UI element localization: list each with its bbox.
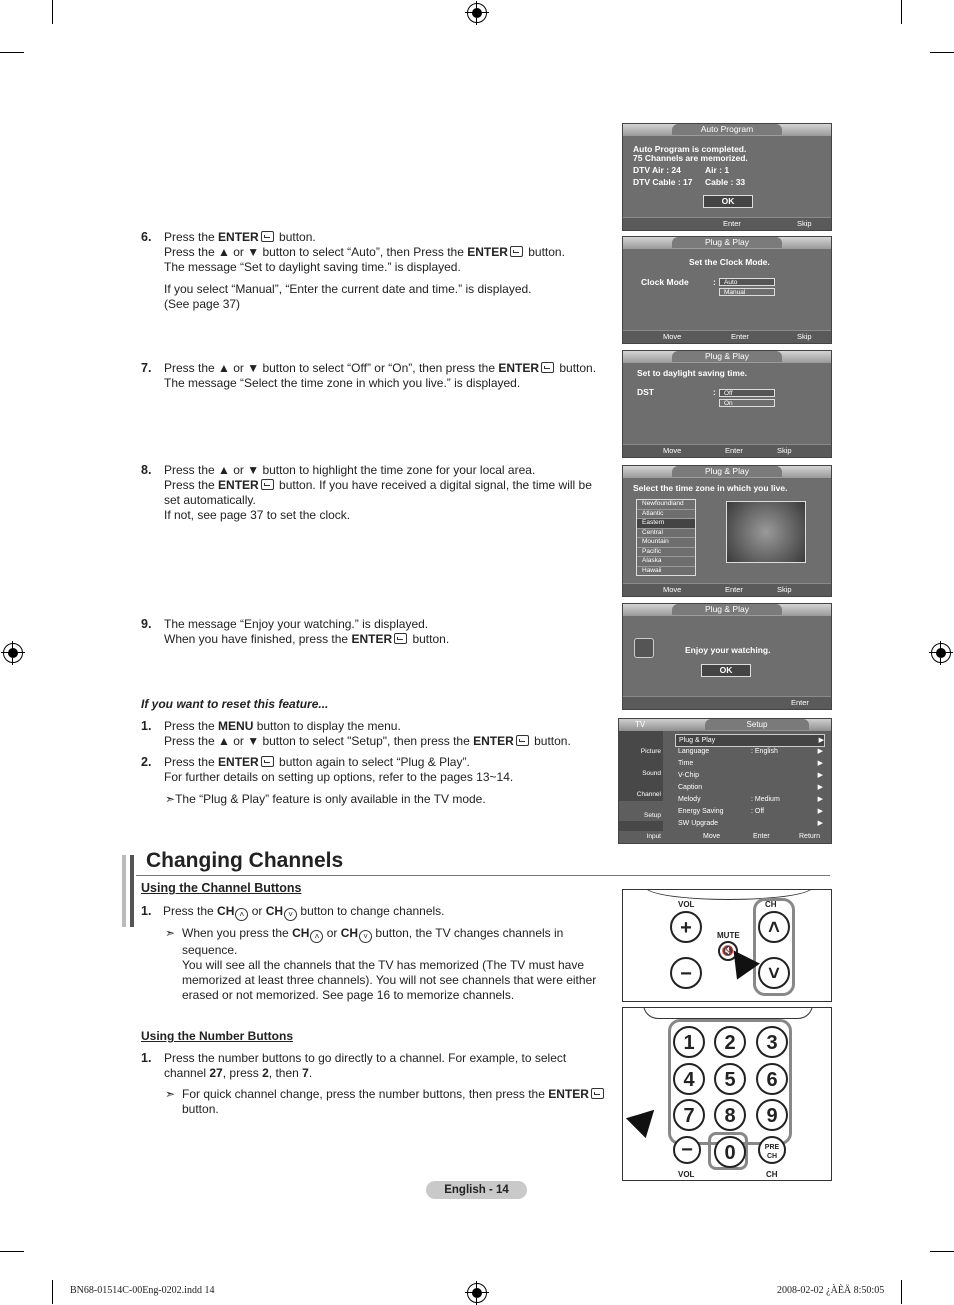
text: The message “Select the time zone in which you live.” is displayed. [164, 376, 521, 390]
text: , press [222, 1066, 263, 1080]
vol-label: VOL [678, 1170, 695, 1179]
osd-line: Air : 1 [705, 165, 730, 175]
menu-sound[interactable] [619, 759, 663, 779]
text: Press the [163, 904, 218, 918]
enter-hint: Enter [731, 332, 749, 341]
text: sequence. [182, 943, 238, 957]
osd-clock-mode [622, 236, 832, 344]
pre-ch-button[interactable]: PRE CH [758, 1136, 786, 1164]
mute-button[interactable]: 🔇 [718, 941, 738, 961]
osd-line: Cable : 33 [705, 177, 746, 187]
text: You will see all the channels that the TV has memorized (The TV must have [182, 958, 584, 972]
remote-outline [643, 1007, 813, 1019]
osd-title: Plug & Play [672, 351, 782, 362]
option-auto[interactable]: Auto [719, 278, 775, 286]
crop-mark [0, 52, 24, 53]
section-title: Changing Channels [146, 849, 344, 872]
text: or [248, 904, 266, 918]
crop-mark [0, 1251, 24, 1252]
ch-up-button[interactable]: ˄ [758, 911, 790, 943]
number-button-6[interactable]: 6 [756, 1063, 788, 1095]
text: For further details on setting up options, refer to the pages 13~14. [164, 770, 514, 784]
row-label: Caption [678, 784, 703, 791]
key-label: 27 [209, 1066, 223, 1080]
osd-line: DTV Air : 24 [633, 165, 681, 175]
row-label: Plug & Play [679, 737, 716, 744]
chevron-up-icon: ˄ [235, 908, 248, 921]
text: button, the TV changes channels in [372, 926, 564, 940]
osd-time-zone [622, 465, 832, 597]
ch-down-button[interactable]: ˅ [758, 957, 790, 989]
move-hint: Move [663, 332, 682, 341]
subsection-title: Using the Channel Buttons [141, 881, 302, 895]
setup-title: Setup [705, 719, 809, 730]
zone-item[interactable]: Atlantic [637, 510, 695, 520]
text: set automatically. [164, 493, 256, 507]
arrow-right-icon: ▶ [817, 760, 823, 767]
menu-label: Channel [636, 791, 661, 798]
key-label: ENTER [218, 755, 259, 769]
row-value: : English [751, 748, 778, 755]
crop-mark [901, 0, 902, 24]
text: If not, see page 37 to set the clock. [164, 508, 351, 522]
return-hint: Return [799, 833, 821, 840]
text: memorized at least three channels). You will not see channels that were either [182, 973, 597, 987]
remote-number-illustration [622, 1007, 832, 1181]
number-button-0[interactable]: 0 [714, 1136, 746, 1168]
ok-button[interactable]: OK [703, 195, 753, 208]
arrow-right-icon: ▶ [817, 808, 823, 815]
text: button to display the menu. [253, 719, 401, 733]
text: Press the number buttons to go directly to a channel. For example, to select [164, 1051, 567, 1065]
step-number: 9. [141, 617, 152, 631]
key-label: 2 [262, 1066, 269, 1080]
menu-label: Setup [644, 812, 661, 819]
osd-colon: : [713, 387, 716, 397]
vol-label: VOL [678, 900, 695, 909]
text: button. [556, 361, 597, 375]
crop-mark [52, 1280, 53, 1304]
number-button-3[interactable]: 3 [756, 1026, 788, 1058]
text: channel [164, 1066, 210, 1080]
skip-hint: Skip [797, 219, 812, 228]
text: Press the [164, 755, 219, 769]
menu-label: Picture [640, 748, 661, 755]
osd-message: Set to daylight saving time. [637, 368, 748, 378]
chevron-down-icon: ˅ [359, 930, 372, 943]
text: (See page 37) [164, 297, 241, 311]
setup-row[interactable] [675, 770, 823, 781]
text: The message “Enjoy your watching.” is displayed. [164, 617, 429, 631]
number-button-7[interactable]: 7 [673, 1099, 705, 1131]
time-zone-map [726, 501, 806, 563]
text: When you press the [182, 926, 293, 940]
registration-mark-icon [467, 1283, 487, 1303]
key-label: ENTER [467, 245, 508, 259]
osd-message: Enjoy your watching. [685, 645, 771, 655]
key-label: CH [340, 926, 359, 940]
row-label: Energy Saving [678, 808, 724, 815]
osd-message: Select the time zone in which you live. [633, 483, 788, 493]
text: When you have finished, press the [164, 632, 352, 646]
osd-label: Clock Mode [641, 277, 689, 287]
registration-mark-icon [931, 643, 951, 663]
setup-row[interactable] [675, 758, 823, 769]
ch-label: CH [765, 900, 777, 909]
heading-bar [122, 855, 126, 927]
number-button-8[interactable]: 8 [714, 1099, 746, 1131]
registration-mark-icon [467, 3, 487, 23]
osd-line: DTV Cable : 17 [633, 177, 693, 187]
text: button again to select “Plug & Play”. [275, 755, 470, 769]
divider [136, 875, 830, 876]
osd-message: Set the Clock Mode. [689, 257, 770, 267]
step-number: 1. [141, 904, 152, 918]
ch-label: CH [766, 1170, 778, 1179]
key-label: CH [265, 904, 284, 918]
step-number: 7. [141, 361, 152, 375]
registration-mark-icon [3, 643, 23, 663]
text: The message “Set to daylight saving time.” is displayed. [164, 260, 461, 274]
enter-hint: Enter [791, 698, 809, 707]
note-arrow-icon: ➣ [165, 926, 176, 940]
text: , then [268, 1066, 303, 1080]
osd-title: Plug & Play [672, 466, 782, 477]
dash-button[interactable]: − [673, 1136, 701, 1164]
crop-mark [52, 0, 53, 24]
osd-setup-menu [618, 718, 832, 844]
number-button-1[interactable]: 1 [673, 1026, 705, 1058]
key-label: ENTER [498, 361, 540, 375]
arrow-right-icon: ▶ [817, 748, 823, 755]
text: Press the [164, 478, 219, 492]
row-value: : Off [751, 808, 765, 815]
text: or [323, 926, 341, 940]
text: Press the ▲ or ▼ button to highlight the time zone for your local area. [164, 463, 536, 477]
text: button. [182, 1102, 219, 1116]
page-number: English - 14 [426, 1181, 527, 1199]
move-hint: Move [703, 833, 721, 840]
zone-item[interactable]: Mountain [637, 538, 695, 548]
option-on[interactable]: On [719, 399, 775, 407]
time-zone-list [636, 499, 696, 576]
text: button. If you have received a digital signal, the time will be [275, 478, 592, 492]
key-label: ENTER [548, 1087, 589, 1101]
setup-row[interactable] [675, 806, 823, 817]
arrow-right-icon: ▶ [818, 737, 824, 744]
step-number: 8. [141, 463, 152, 477]
enter-hint: Enter [725, 446, 743, 455]
text: The “Plug & Play” feature is only available in the TV mode. [175, 792, 486, 806]
enter-icon [591, 1088, 604, 1099]
text: button. [530, 734, 571, 748]
vol-up-button[interactable]: + [670, 911, 702, 943]
text: . [308, 1066, 313, 1080]
osd-line: Auto Program is completed. [633, 144, 747, 154]
info-icon [634, 638, 654, 658]
osd-enjoy [622, 603, 832, 710]
arrow-right-icon: ▶ [817, 772, 823, 779]
menu-label: Input [646, 833, 661, 840]
setup-row[interactable] [675, 746, 823, 757]
row-label: SW Upgrade [678, 820, 719, 827]
skip-hint: Skip [777, 446, 792, 455]
osd-title: Auto Program [672, 124, 782, 135]
text: button. [275, 230, 316, 244]
zone-item[interactable]: Central [637, 529, 695, 539]
note-arrow-icon: ➣ [165, 1087, 176, 1101]
reset-heading: If you want to reset this feature... [141, 697, 329, 711]
heading-bar [130, 855, 134, 927]
text: Press the ▲ or ▼ button to select “Auto”, then Press the [164, 245, 468, 259]
arrow-right-icon: ▶ [817, 820, 823, 827]
row-label: Time [678, 760, 694, 767]
enter-hint: Enter [753, 833, 770, 840]
key-label: ENTER [351, 632, 393, 646]
date-slug: 2008-02-02 ¿ÀÈÄ 8:50:05 [777, 1285, 885, 1296]
row-label: V-Chip [678, 772, 700, 779]
zone-item[interactable]: Newfoundland [637, 500, 695, 510]
text: button. [409, 632, 450, 646]
enter-icon [510, 246, 523, 257]
row-label: Melody [678, 796, 701, 803]
enter-icon [261, 231, 274, 242]
setup-row[interactable] [675, 794, 823, 805]
move-hint: Move [663, 585, 682, 594]
menu-channel[interactable] [619, 780, 663, 800]
ok-button[interactable]: OK [701, 664, 751, 677]
crop-mark [901, 1280, 902, 1304]
zone-item[interactable]: Hawaii [642, 566, 662, 574]
text: Press the [164, 719, 219, 733]
arrow-right-icon: ▶ [817, 796, 823, 803]
tv-label: TV [635, 720, 646, 729]
file-slug: BN68-01514C-00Eng-0202.indd 14 [70, 1285, 215, 1296]
vol-down-button[interactable]: − [670, 957, 702, 989]
chevron-up-icon: ˄ [310, 930, 323, 943]
reset-note [165, 792, 486, 807]
remote-channel-illustration [622, 889, 832, 1002]
menu-setup[interactable] [619, 801, 663, 821]
zone-item[interactable]: Eastern [637, 519, 695, 529]
enter-icon [261, 479, 274, 490]
key-label: CH [292, 926, 310, 940]
text: button to change channels. [297, 904, 445, 918]
zone-item[interactable]: Alaska [637, 557, 695, 567]
crop-mark [930, 1251, 954, 1252]
text: Press the ▲ or ▼ button to select “Off” or “On”, then press the [164, 361, 499, 375]
skip-hint: Skip [797, 332, 812, 341]
osd-dst [622, 350, 832, 458]
enter-hint: Enter [723, 219, 741, 228]
text: Press the ▲ or ▼ button to select "Setup", then press the [164, 734, 474, 748]
enter-icon [516, 735, 529, 746]
osd-colon: : [713, 277, 716, 287]
number-button-5[interactable]: 5 [714, 1063, 746, 1095]
enter-hint: Enter [725, 585, 743, 594]
subsection-title: Using the Number Buttons [141, 1029, 293, 1043]
row-label: Language [678, 748, 710, 755]
mute-label: MUTE [717, 931, 740, 940]
key-label: ENTER [218, 230, 259, 244]
crop-mark [930, 52, 954, 53]
menu-picture[interactable] [619, 737, 663, 757]
zone-item[interactable]: Pacific [637, 548, 695, 558]
osd-auto-program [622, 123, 832, 231]
number-button-9[interactable]: 9 [756, 1099, 788, 1131]
note-arrow-icon: ➣ [165, 792, 176, 806]
text: button. [524, 245, 565, 259]
key-label: ENTER [218, 478, 259, 492]
menu-label: Sound [642, 770, 661, 777]
step-number: 1. [141, 1051, 152, 1065]
text: For quick channel change, press the number buttons, then press the [182, 1087, 549, 1101]
step-number: 1. [141, 719, 152, 733]
enter-icon [394, 633, 407, 644]
number-button-4[interactable]: 4 [673, 1063, 705, 1095]
text: If you select “Manual”, “Enter the current date and time.” is displayed. [164, 282, 532, 296]
key-label: CH [217, 904, 235, 918]
enter-icon [261, 756, 274, 767]
osd-title: Plug & Play [672, 604, 782, 615]
number-button-2[interactable]: 2 [714, 1026, 746, 1058]
move-hint: Move [663, 446, 682, 455]
pointer-arrow-icon [626, 1100, 664, 1138]
step-number: 6. [141, 230, 152, 244]
osd-label: DST [637, 387, 654, 397]
skip-hint: Skip [777, 585, 792, 594]
enter-icon [541, 362, 554, 373]
chevron-down-icon: ˅ [284, 908, 297, 921]
text: erased or not memorized. See page 16 to memorize channels. [182, 988, 515, 1002]
row-value: : Medium [751, 796, 780, 803]
text: Press the [164, 230, 219, 244]
arrow-right-icon: ▶ [817, 784, 823, 791]
key-label: 7 [302, 1066, 309, 1080]
setup-row[interactable] [675, 818, 823, 829]
osd-title: Plug & Play [672, 237, 782, 248]
key-label: ENTER [473, 734, 514, 748]
key-label: MENU [218, 719, 254, 733]
option-manual[interactable]: Manual [719, 288, 775, 296]
step-number: 2. [141, 755, 152, 769]
setup-row[interactable] [675, 782, 823, 793]
option-off[interactable]: Off [719, 389, 775, 397]
osd-line: 75 Channels are memorized. [633, 153, 748, 163]
